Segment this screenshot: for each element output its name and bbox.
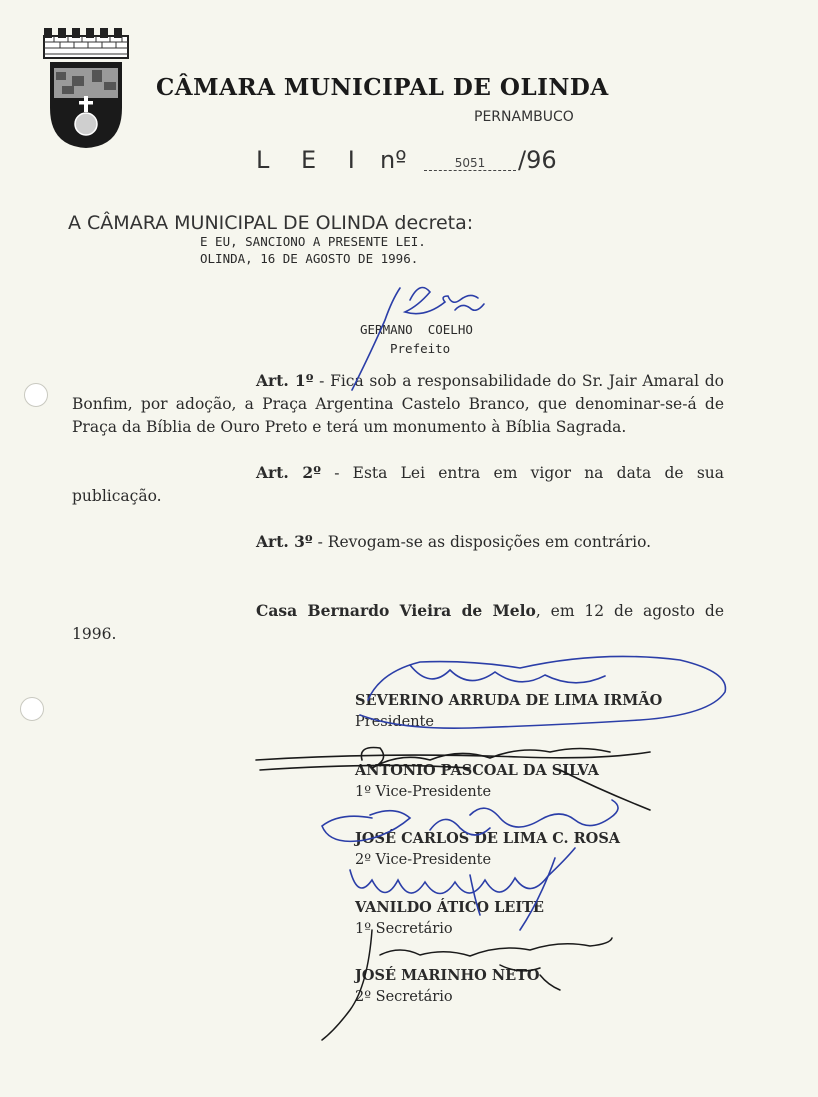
signature-mark (322, 930, 612, 1040)
sanction-line-1: E EU, SANCIONO A PRESENTE LEI. (200, 234, 426, 249)
punch-hole-icon (24, 383, 48, 407)
decree-line: A CÂMARA MUNICIPAL DE OLINDA decreta: (68, 212, 474, 234)
article-1 (72, 369, 724, 439)
city-crest-icon (42, 26, 130, 150)
article-2 (72, 461, 724, 508)
article-3 (72, 530, 724, 554)
signatory-role: Presidente (355, 714, 434, 730)
signatory-name: ANTONIO PASCOAL DA SILVA (355, 762, 599, 779)
signatory-name: JOSÉ MARINHO NETO (355, 967, 540, 984)
signatory-role: 2º Vice-Presidente (355, 852, 492, 868)
signatory-role: 1º Vice-Presidente (355, 784, 492, 800)
closing-date: , em 12 de agosto de 1996. (72, 602, 724, 643)
mayor-title: Prefeito (390, 341, 451, 356)
law-year: /96 (518, 146, 557, 174)
signatory-name: VANILDO ÁTICO LEITE (355, 899, 544, 916)
article-text: - Revogam-se as disposições em contrário. (312, 533, 652, 551)
mayor-name: GERMANO COELHO (360, 322, 473, 337)
article-text: - Fica sob a responsabilidade do Sr. Jair Amaral do Bonfim, por adoção, a Praça Argentina Castelo Branco, que denominar-se-á de Praça da Bíblia de Ouro Preto e terá um monumento à Bíblia Sagrada. (72, 372, 724, 436)
closing-place: Casa Bernardo Vieira de Melo (256, 601, 536, 620)
state-label: PERNAMBUCO (474, 109, 574, 125)
signatory-name: SEVERINO ARRUDA DE LIMA IRMÃO (355, 692, 663, 709)
punch-hole-icon (20, 697, 44, 721)
signatory-role: 1º Secretário (355, 921, 453, 937)
signatory-name: JOSÉ CARLOS DE LIMA C. ROSA (355, 830, 621, 847)
article-label: Art. 3º (256, 532, 313, 551)
law-prefix: L E I (256, 146, 367, 174)
article-label: Art. 2º (256, 463, 321, 482)
law-number: 5051 (424, 156, 516, 171)
article-text: - Esta Lei entra em vigor na data de sua publicação. (72, 464, 724, 505)
sanction-line-2: OLINDA, 16 DE AGOSTO DE 1996. (200, 251, 419, 266)
closing-line (72, 599, 724, 646)
signatory-role: 2º Secretário (355, 989, 453, 1005)
article-label: Art. 1º (256, 371, 314, 390)
institution-title: CÂMARA MUNICIPAL DE OLINDA (156, 74, 609, 101)
law-number-label: nº (380, 146, 407, 174)
